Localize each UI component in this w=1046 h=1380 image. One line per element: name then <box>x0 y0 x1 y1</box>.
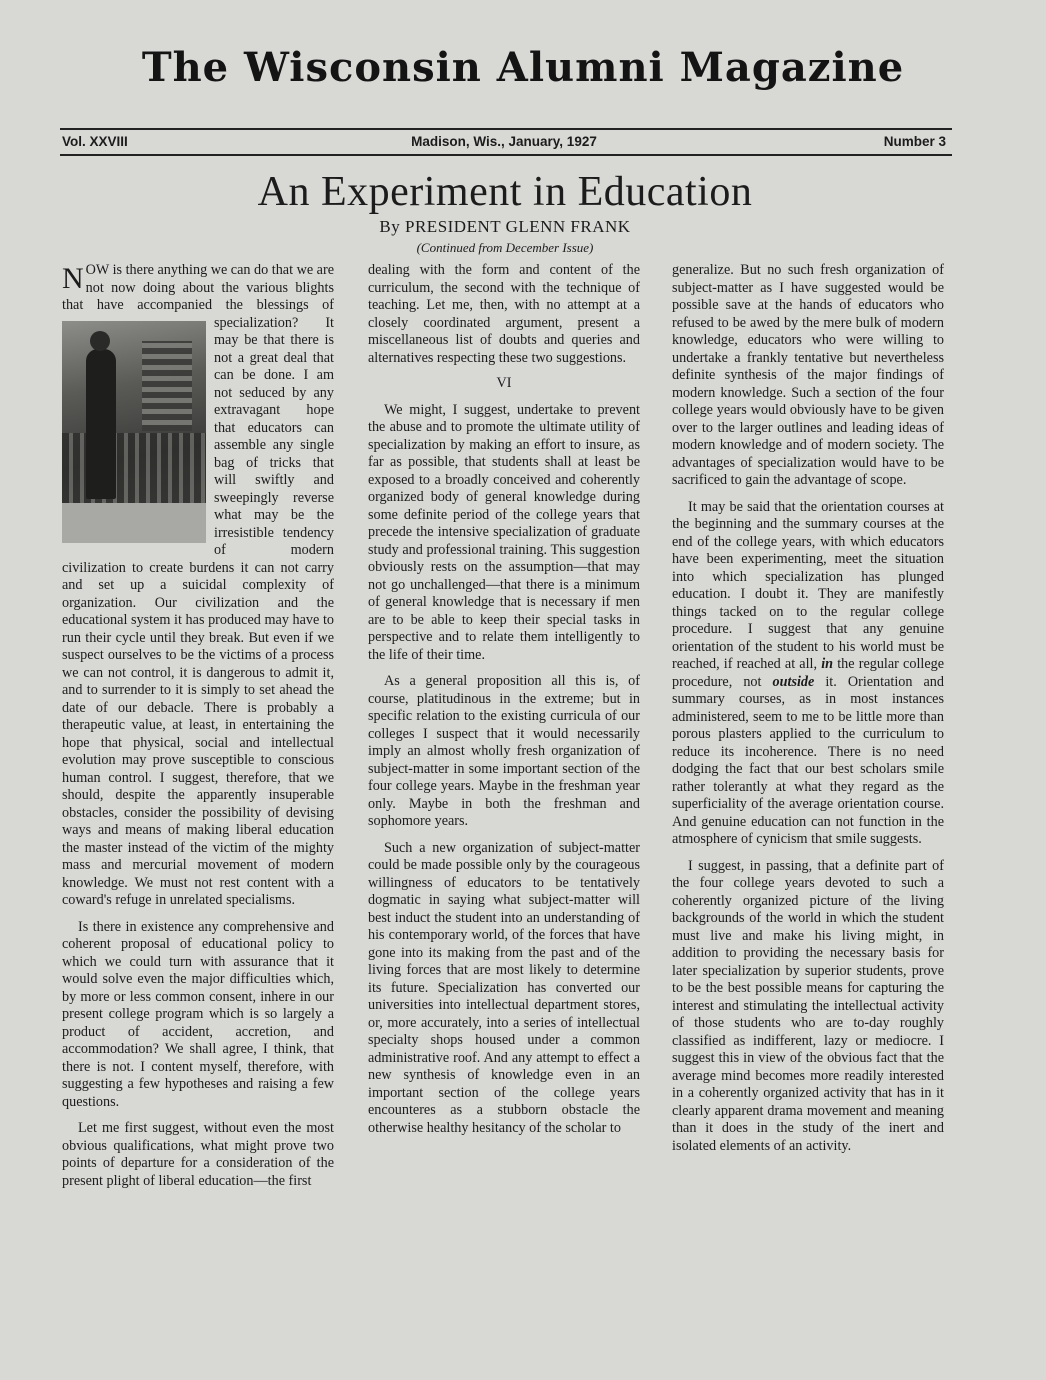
author-name: PRESIDENT GLENN FRANK <box>405 217 631 236</box>
header-rule-bottom <box>60 154 952 156</box>
issue-line <box>62 134 946 152</box>
text-run: it. Orientation and summary courses, as in most instances administered, seem to me to be little more than porous plasters applied to the curriculum to reduce its incoherence. There is no need dodging the fact that our best scholars smile rather tolerantly at what they regard as the superficiality of the average orientation course. And genuine education can not function in the atmosphere of cynicism that smile suggests. <box>672 673 944 847</box>
emphasis: in <box>821 656 834 672</box>
column-1 <box>62 262 334 1190</box>
continued-note: (Continued from December Issue) <box>416 240 594 255</box>
text-run: the regular college procedure, not <box>672 656 945 690</box>
place-date: Madison, Wis., January, 1927 <box>411 134 597 149</box>
byline <box>0 217 1010 237</box>
paragraph: I suggest, in passing, that a definite part of the four college years devoted to such a coherently organized picture of the living backgrounds of the world in which the student must live and make his living might, in addition to providing the necessary basis for later specialization by superior students, prove to be the best possible means for capturing the interest and stimulating the intellectual activity of those students who are to-day roughly classified as indifferent, lazy or mediocre. I suggest this in view of the obvious fact that the average mind becomes more readily interested in a coherently organized activity that has in it clearly apparent drama movement and meaning than it does in the study of the inert and isolated elements of an activity. <box>672 857 944 1154</box>
paragraph-1-start: OW is there anything we can do that we are not now doing about the various blights that have accompanied the blessings of specialization? <box>62 262 334 331</box>
paragraph-1-rest: It may be that there is not a great deal that can be done. I am not seduced by any extravagant hope that educators can assemble any single bag of tricks that will swiftly and sweepingly reverse what may be the irresistible tendency of modern civilization to create burdens it can not carry and set up a suicidal complexity of organization. Our civilization and the educational system it has produced may have to run their cycle until they break. But even if we suspect ourselves to be the victims of a process we can not control, it is dangerous to admit it, and to surrender to it is simply to set ahead the date of our debacle. There is probably a therapeutic value, at least, in entertaining the hope that physical, social and intellectual evolution may prove susceptible to conscious human control. I suggest, therefore, that we should, despite the apparently insuperable obstacles, consider the possibility of devising ways and means of making liberal education the master instead of the victim of the mighty mass and mercurial movement of modern knowledge. We must not rest content with a coward's refuge in unrelated specialisms. <box>62 314 334 908</box>
text-run: It may be said that the orientation courses at the beginning and the summary courses at the end of the college years, with which educators have been experimenting, meet the situation into which specialization has plunged education. I doubt it. They are manifestly things tacked on to the regular college procedure. I suggest that any genuine orientation of the student to his world must be reached, if reached at all, <box>672 498 944 672</box>
paragraph <box>62 262 334 910</box>
paragraph: Let me first suggest, without even the most obvious qualifications, what might prove two points of departure for a consideration of the present plight of liberal education—the first <box>62 1120 334 1189</box>
paragraph: As a general proposition all this is, of course, platitudinous in the extreme; but in specific relation to the existing curricula of our colleges I suspect that it would necessarily imply an almost wholly fresh organization of subject-matter in some important section of the four college years. Maybe in the freshman year only. Maybe in both the freshman and sophomore years. <box>368 673 640 829</box>
column-3 <box>672 262 944 1155</box>
drop-cap: N <box>62 262 84 295</box>
paragraph-continued: dealing with the form and content of the curriculum, the second with the technique of teaching. Let me, then, with no attempt at a closely coordinated argument, present a miscellaneous list of doubts and queries and alternatives respecting these two suggestions. <box>368 262 640 366</box>
masthead-title: The Wisconsin Alumni Magazine <box>141 44 905 91</box>
photo-flag <box>142 341 192 431</box>
photo-figure <box>86 349 116 499</box>
paragraph: Such a new organization of subject-matter could be made possible only by the courageous willingness of educators to be tentatively dogmatic in saying what subject-matter will best induct the student into an understanding of his contemporary world, of the forces that have gone into its making from the past and of the living forces that are most likely to determine its future. Specialization has converted our universities into intellectual department stores, or, more accurately, into a series of intellectual specialty shops housed under a common administrative roof. And any attempt to effect a new synthesis of knowledge even in an important section of the college years encounteres as a stubborn obstacle the otherwise healthy hesitancy of the scholar to <box>368 839 640 1136</box>
column-2 <box>368 262 640 1137</box>
paragraph: VI <box>496 375 512 391</box>
photo-head <box>90 331 110 351</box>
issue-number: Number 3 <box>883 134 946 149</box>
paragraph: Is there in existence any comprehensive and coherent proposal of educational policy to which we could turn with assurance that it would solve even the major difficulties which, by more or less common consent, inhere in our present college program which is so largely a product of accident, accretion, and accommodation? We shall agree, I think, that there is not. I content myself, therefore, with suggesting a few hypotheses and raising a few questions. <box>62 918 334 1110</box>
photo-stand <box>62 503 206 543</box>
header-rule-top <box>60 128 952 130</box>
photo-crowd <box>62 433 206 503</box>
emphasis: outside <box>772 673 815 690</box>
byline-by: By <box>379 217 401 236</box>
article-title: An Experiment in Education <box>257 169 753 215</box>
paragraph-continued: generalize. But no such fresh organization of subject-matter as I have suggested would be possible save at the hands of educators who refused to be awed by the mere bulk of modern knowledge, educators who were willing to undertake a frankly tentative but nevertheless definite synthesis of the major findings of modern knowledge. Such a section of the four college years would obviously have to be given over to the larger outlines and leading ideas of modern knowledge and of modern society. The advantages of specialization would have to be sacrificed to gain the advantage of scope. <box>672 262 944 488</box>
author-photo <box>62 321 206 543</box>
paragraph: We might, I suggest, undertake to prevent the abuse and to promote the ultimate utility of specialization by making an effort to insure, as far as possible, that students shall at least be exposed to a broadly conceived and coherently organized body of general knowledge during some definite period of the college years that precede the intensive specialization of graduate study and professional training. This suggestion obviously rests on the assumption—that may not go unchallenged—that there is a minimum of general knowledge that is necessary if men are to be able to keep their special tasks in perspective and to relate them intelligently to the life of their time. <box>368 401 640 663</box>
paragraph <box>672 499 944 849</box>
volume-label: Vol. XXVIII <box>62 134 128 149</box>
